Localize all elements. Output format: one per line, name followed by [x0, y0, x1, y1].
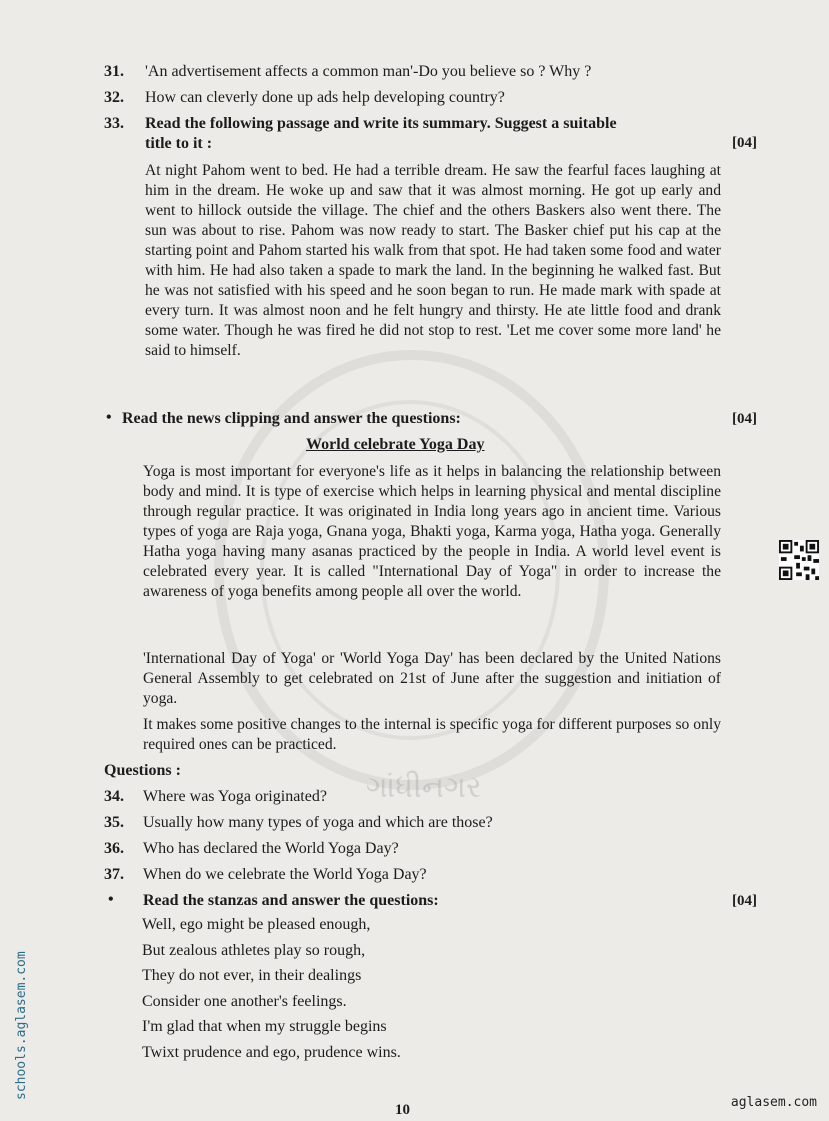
- question-35-text: Usually how many types of yoga and which are those?: [143, 814, 493, 831]
- question-33-line1: Read the following passage and write its summary. Suggest a suitable: [145, 115, 617, 132]
- question-34-number: 34.: [104, 788, 124, 805]
- stanza-line: They do not ever, in their dealings: [142, 967, 362, 984]
- question-36-text: Who has declared the World Yoga Day?: [143, 840, 399, 857]
- watermark-right: aglasem.com: [730, 1095, 817, 1110]
- news-heading: Read the news clipping and answer the questions:: [122, 410, 461, 427]
- stanza-heading: Read the stanzas and answer the questions:: [143, 892, 439, 909]
- question-32-number: 32.: [104, 89, 124, 106]
- question-34-text: Where was Yoga originated?: [143, 788, 327, 805]
- stanza-line: But zealous athletes play so rough,: [142, 942, 366, 959]
- question-37-number: 37.: [104, 866, 124, 883]
- questions-label: Questions :: [104, 762, 181, 779]
- stanza-line: Consider one another's feelings.: [142, 993, 347, 1010]
- question-33-number: 33.: [104, 115, 124, 132]
- page-number: 10: [395, 1102, 410, 1118]
- watermark-left: schools.aglasem.com: [14, 951, 29, 1100]
- stanza-marks: [04]: [732, 893, 757, 909]
- news-marks: [04]: [732, 411, 757, 427]
- question-37-text: When do we celebrate the World Yoga Day?: [143, 866, 427, 883]
- question-35-number: 35.: [104, 814, 124, 831]
- stanza-line: Twixt prudence and ego, prudence wins.: [142, 1044, 401, 1061]
- question-33-marks: [04]: [732, 135, 757, 151]
- question-31-number: 31.: [104, 63, 124, 80]
- question-36-number: 36.: [104, 840, 124, 857]
- seal-text: ગાંધીનગર: [366, 770, 482, 805]
- stanza-line: I'm glad that when my struggle begins: [142, 1018, 387, 1035]
- question-33-line2: title to it :: [145, 135, 213, 152]
- stanza-bullet: •: [108, 891, 114, 908]
- news-paragraph-2: 'International Day of Yoga' or 'World Yoga Day' has been declared by the United Nations General Assembly to get celebrated on 21st of June after the suggestion and initiation of yoga.: [143, 650, 721, 707]
- question-32-text: How can cleverly done up ads help developing country?: [145, 89, 505, 106]
- question-31-text: 'An advertisement affects a common man'-Do you believe so ? Why ?: [145, 63, 592, 80]
- news-paragraph-3: It makes some positive changes to the internal is specific yoga for different purposes so only required ones can be practiced.: [143, 716, 721, 753]
- news-bullet: •: [106, 409, 112, 426]
- stanza-line: Well, ego might be pleased enough,: [142, 916, 371, 933]
- news-paragraph-1: Yoga is most important for everyone's life as it helps in balancing the relationship between body and mind. It is type of exercise which helps in learning physical and mental discipline through regular practice. It was originated in India long years ago in ancient time. Various types of yoga are Raja yoga, Gnana yoga, Bhakti yoga, Karma yoga, Hatha yoga. Generally Hatha yoga having many asanas practiced by the people in India. A world level event is celebrated every year. It is called "International Day of Yoga" in order to increase the awareness of yoga benefits among people all over the world.: [143, 463, 721, 600]
- summary-passage: At night Pahom went to bed. He had a terrible dream. He saw the fearful faces laughing at him in the dream. He woke up and saw that it was almost morning. He got up early and went to hillock outside the village. The chief and the others Baskers also went there. The sun was about to rise. Pahom was now ready to start. The Basker chief put his cap at the starting point and Pahom started his walk from that spot. He had taken some food and water with him. He had also taken a spade to mark the land. In the beginning he walked fast. But he was not satisfied with his speed and he soon began to run. He made mark with spade at every turn. It was almost noon and he felt hungry and thirsty. He ate little food and drank some water. Though he was fired he did not stop to rest. 'Let me cover some more land' he said to himself.: [145, 162, 721, 359]
- news-title: World celebrate Yoga Day: [306, 436, 485, 453]
- qr-code-icon[interactable]: [779, 540, 819, 580]
